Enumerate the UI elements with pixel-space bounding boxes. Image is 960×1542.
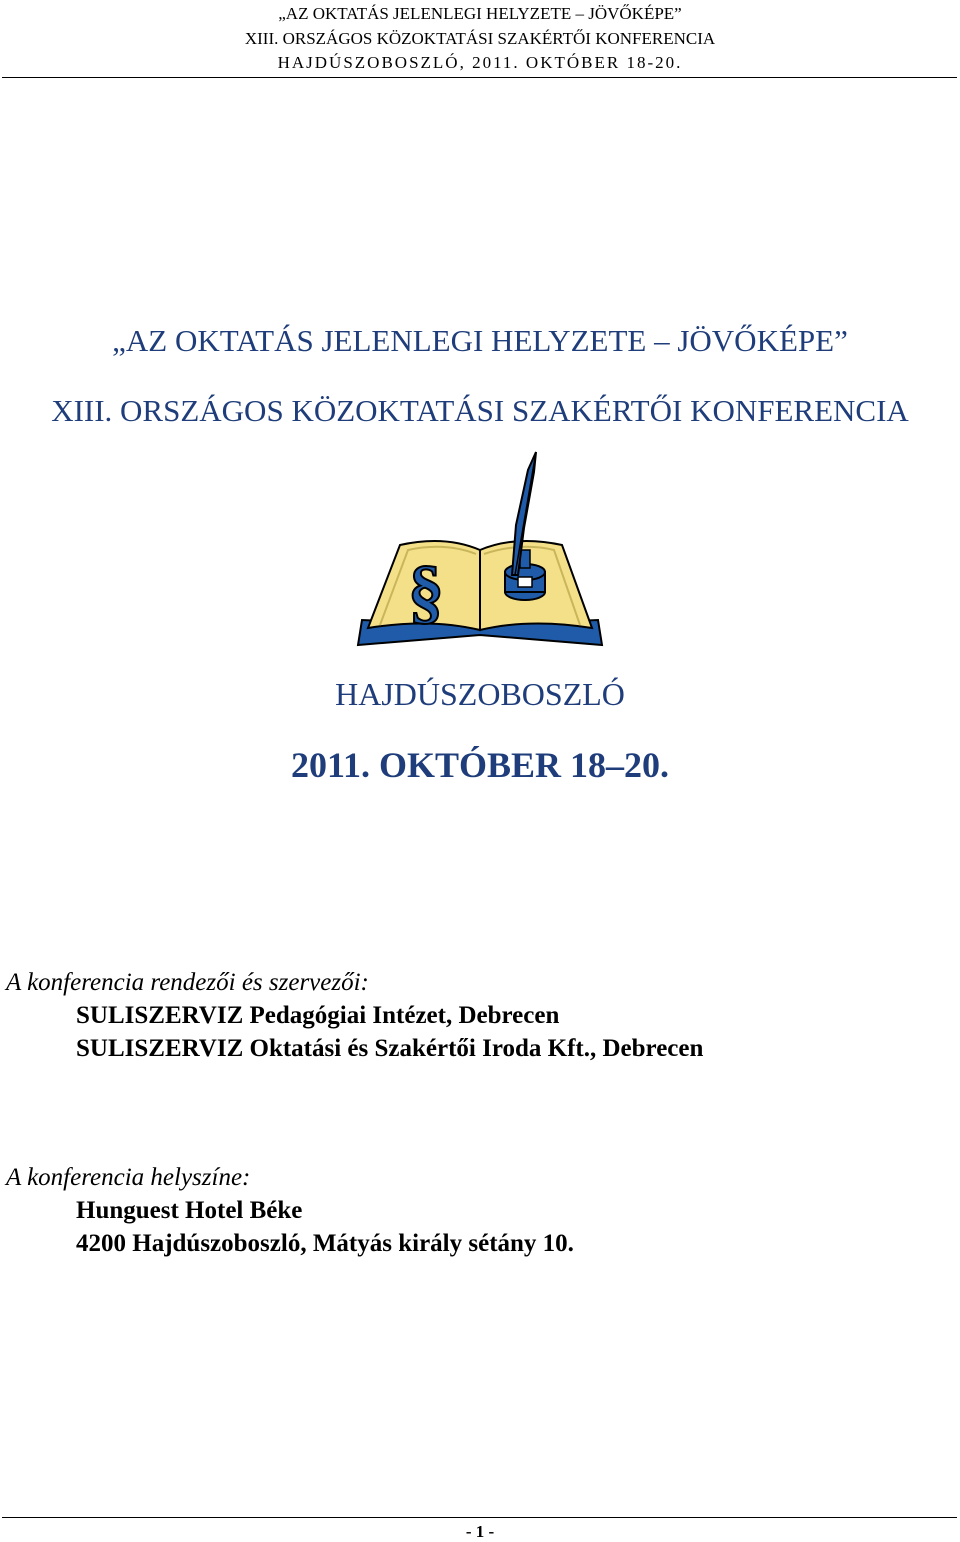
- header-line-3: HAJDÚSZOBOSZLÓ, 2011. OKTÓBER 18-20.: [277, 53, 683, 72]
- venue-line-1: Hunguest Hotel Béke: [76, 1197, 303, 1224]
- venue-label: A konferencia helyszíne:: [6, 1164, 251, 1191]
- conference-city: HAJDÚSZOBOSZLÓ: [335, 676, 625, 712]
- organizer-line-2: SULISZERVIZ Oktatási és Szakértői Iroda Kft., Debrecen: [76, 1035, 704, 1062]
- footer-divider: [2, 1517, 957, 1518]
- organizers-label: A konferencia rendezői és szervezői:: [6, 969, 369, 996]
- conference-title: „AZ OKTATÁS JELENLEGI HELYZETE – JÖVŐKÉPE”: [112, 323, 848, 358]
- header-line-2: XIII. ORSZÁGOS KÖZOKTATÁSI SZAKÉRTŐI KONFERENCIA: [244, 29, 716, 48]
- header-divider: [2, 77, 957, 78]
- paragraph-symbol: §: [408, 551, 444, 631]
- organizer-line-1: SULISZERVIZ Pedagógiai Intézet, Debrecen: [76, 1002, 560, 1029]
- venue-line-2: 4200 Hajdúszoboszló, Mátyás király sétány 10.: [76, 1230, 574, 1257]
- page-number: - 1 -: [465, 1522, 495, 1541]
- conference-subtitle: XIII. ORSZÁGOS KÖZOKTATÁSI SZAKÉRTŐI KONFERENCIA: [51, 393, 909, 428]
- open-book-paragraph-quill-icon: [350, 450, 610, 655]
- header-line-1: „AZ OKTATÁS JELENLEGI HELYZETE – JÖVŐKÉPE”: [278, 4, 682, 23]
- conference-date: 2011. OKTÓBER 18–20.: [290, 745, 670, 785]
